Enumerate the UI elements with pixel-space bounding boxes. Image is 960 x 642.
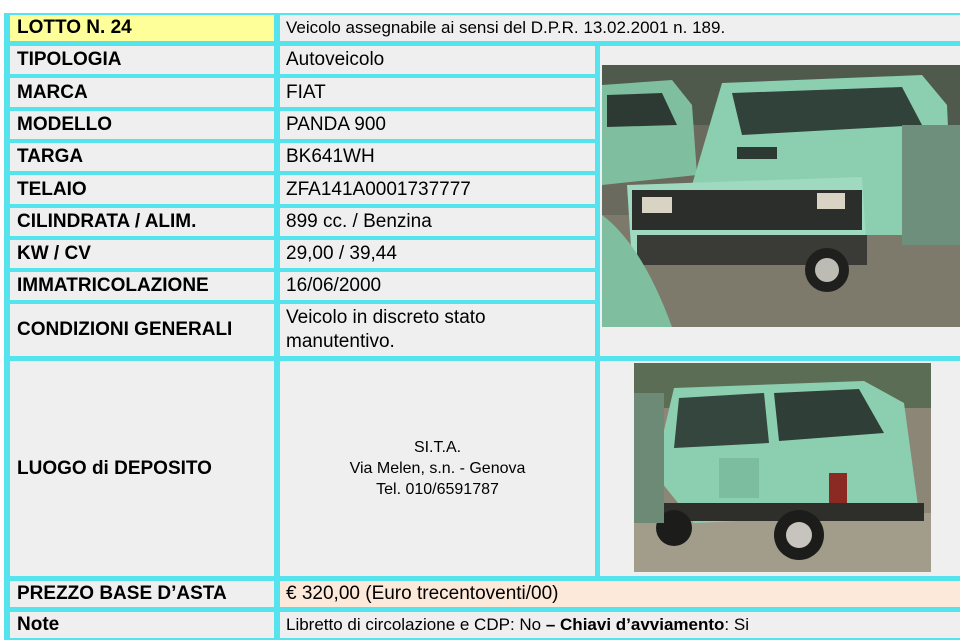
label-deposito: LUOGO di DEPOSITO xyxy=(10,361,274,576)
value-cilindrata: 899 cc. / Benzina xyxy=(280,208,595,236)
label-tipologia: TIPOLOGIA xyxy=(10,46,274,74)
note-dash: – xyxy=(541,615,561,634)
car-photo-front xyxy=(602,65,960,327)
label-targa: TARGA xyxy=(10,143,274,171)
label-telaio: TELAIO xyxy=(10,175,274,204)
value-targa: BK641WH xyxy=(280,143,595,171)
deposit-address xyxy=(280,361,595,576)
label-modello: MODELLO xyxy=(10,111,274,139)
label-cilindrata: CILINDRATA / ALIM. xyxy=(10,208,274,236)
value-kw-cv: 29,00 / 39,44 xyxy=(280,240,595,268)
label-prezzo: PREZZO BASE D’ASTA xyxy=(10,581,274,607)
label-condizioni: CONDIZIONI GENERALI xyxy=(10,304,274,356)
value-marca: FIAT xyxy=(280,78,595,107)
label-marca: MARCA xyxy=(10,78,274,107)
car-photo-rear xyxy=(634,363,931,572)
deposit-phone: Tel. 010/6591787 xyxy=(376,481,499,498)
value-modello: PANDA 900 xyxy=(280,111,595,139)
label-immatricolazione: IMMATRICOLAZIONE xyxy=(10,272,274,300)
deposit-street: Via Melen, s.n. - Genova xyxy=(349,460,526,477)
label-note: Note xyxy=(10,612,274,638)
deposit-company: SI.T.A. xyxy=(413,439,462,456)
value-immatricolazione: 16/06/2000 xyxy=(280,272,595,300)
value-telaio: ZFA141A0001737777 xyxy=(280,175,595,204)
note-keys-value: : Si xyxy=(724,615,749,634)
lot-number: LOTTO N. 24 xyxy=(10,15,274,41)
vehicle-lot-table xyxy=(4,13,960,640)
lot-description: Veicolo assegnabile ai sensi del D.P.R. 13.02.2001 n. 189. xyxy=(280,15,960,41)
value-tipologia: Autoveicolo xyxy=(280,46,595,74)
note-libretto: Libretto di circolazione e CDP: No xyxy=(286,615,542,634)
note-keys-label: Chiavi d’avviamento xyxy=(560,615,725,634)
label-kw-cv: KW / CV xyxy=(10,240,274,268)
value-note xyxy=(280,612,960,638)
value-condizioni: Veicolo in discreto stato manutentivo. xyxy=(280,304,595,356)
value-prezzo: € 320,00 (Euro trecentoventi/00) xyxy=(280,581,960,607)
